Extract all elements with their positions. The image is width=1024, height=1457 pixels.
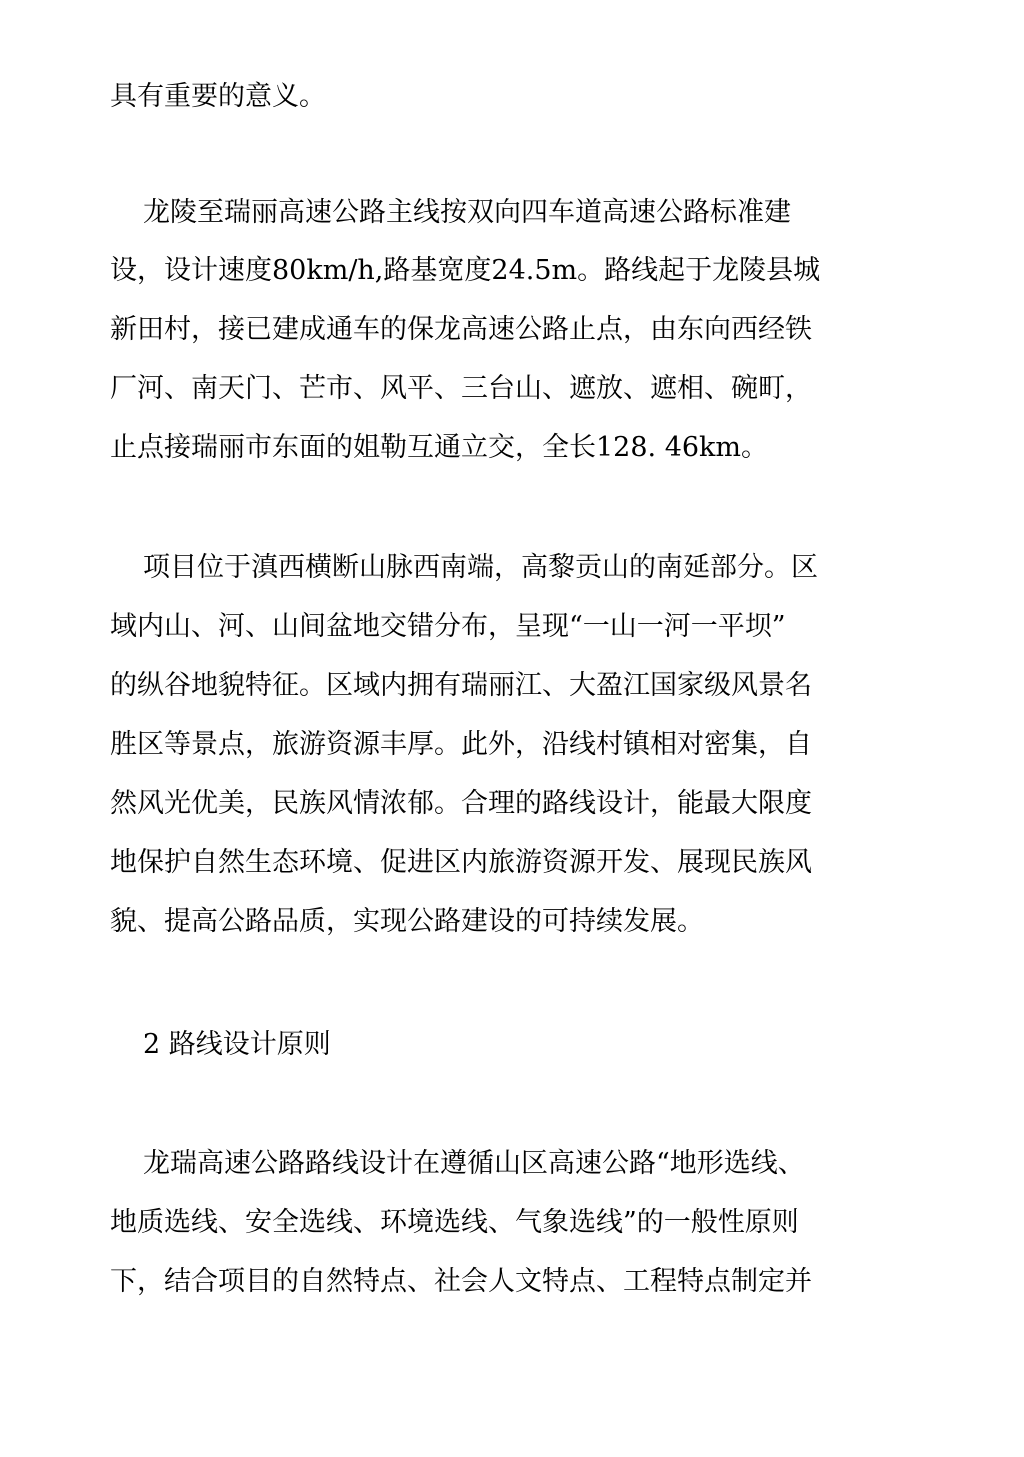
text-line: 厂河、南天门、芒市、风平、三台山、遮放、遮相、碗町， bbox=[110, 373, 812, 404]
text-line: 具有重要的意义。 bbox=[110, 81, 326, 112]
text-line: 胜区等景点，旅游资源丰厚。此外，沿线村镇相对密集，自 bbox=[110, 729, 812, 760]
text-line: 下，结合项目的自然特点、社会人文特点、工程特点制定并 bbox=[110, 1266, 812, 1297]
text-line: 设，设计速度80km/h,路基宽度24.5m。路线起于龙陵县城 bbox=[110, 255, 821, 286]
text-line: 新田村，接已建成通车的保龙高速公路止点，由东向西经铁 bbox=[110, 314, 812, 345]
text-line: 止点接瑞丽市东面的姐勒互通立交，全长128. 46km。 bbox=[110, 432, 769, 463]
text-line: 然风光优美，民族风情浓郁。合理的路线设计，能最大限度 bbox=[110, 788, 812, 819]
text-line: 地质选线、安全选线、环境选线、气象选线”的一般性原则 bbox=[110, 1207, 799, 1238]
text-line: 的纵谷地貌特征。区域内拥有瑞丽江、大盈江国家级风景名 bbox=[110, 670, 812, 701]
section-heading: 2 路线设计原则 bbox=[143, 1029, 331, 1060]
text-line: 龙陵至瑞丽高速公路主线按双向四车道高速公路标准建 bbox=[143, 197, 791, 228]
text-line: 貌、提高公路品质，实现公路建设的可持续发展。 bbox=[110, 906, 704, 937]
text-line: 项目位于滇西横断山脉西南端，高黎贡山的南延部分。区 bbox=[143, 552, 818, 583]
text-line: 龙瑞高速公路路线设计在遵循山区高速公路“地形选线、 bbox=[143, 1148, 805, 1179]
text-line: 域内山、河、山间盆地交错分布，呈现“一山一河一平坝” bbox=[110, 611, 786, 642]
text-line: 地保护自然生态环境、促进区内旅游资源开发、展现民族风 bbox=[110, 847, 812, 878]
